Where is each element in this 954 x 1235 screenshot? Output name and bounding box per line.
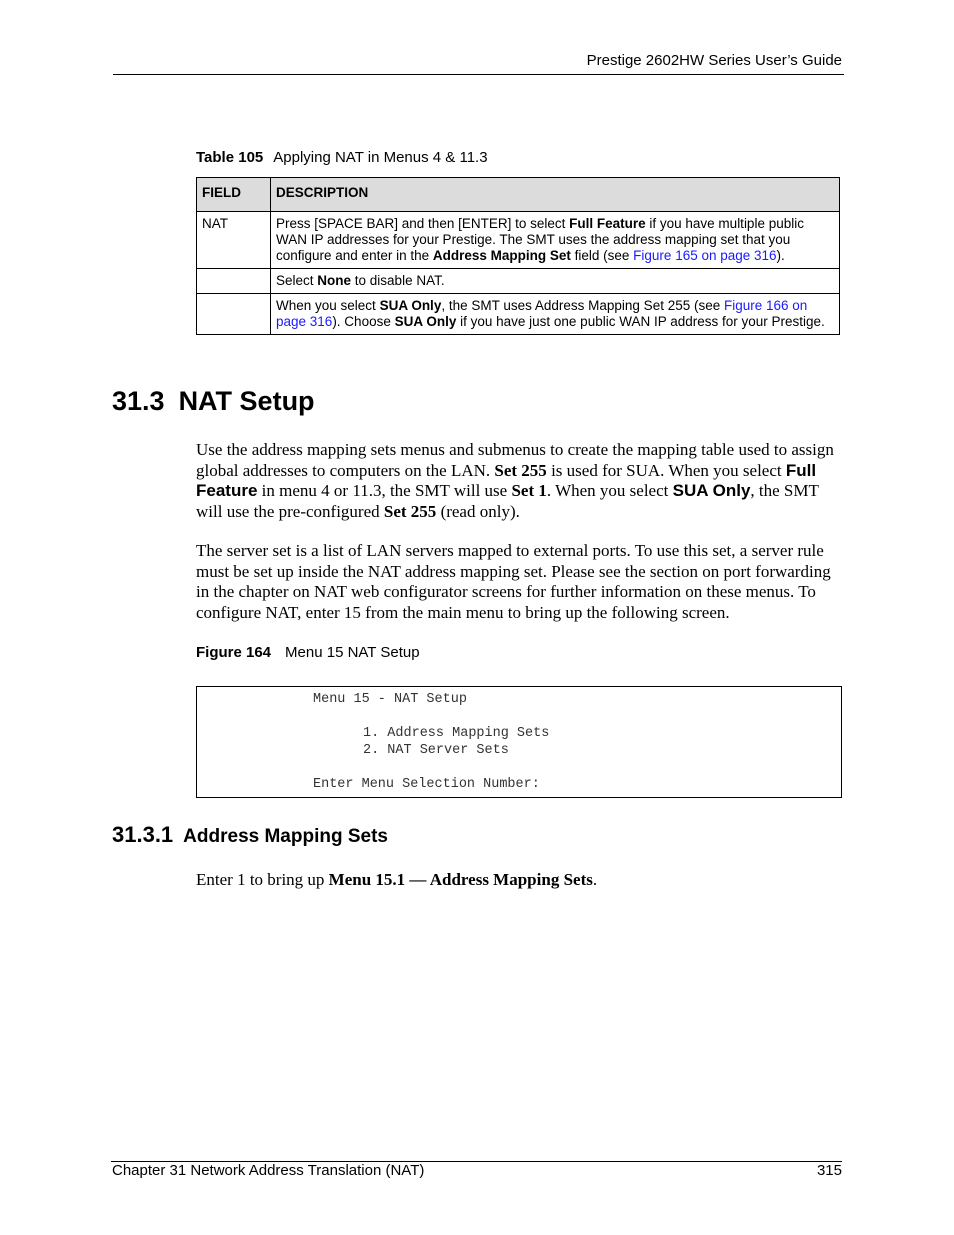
text: , the SMT will use the pre-configured [196, 481, 819, 521]
description-cell [271, 269, 840, 294]
section-number: 31.3 [112, 386, 165, 416]
text: . When you select [546, 481, 673, 500]
text: field (see [570, 248, 634, 263]
menu-selection-prompt: Enter Menu Selection Number: [313, 777, 540, 792]
menu-title: Menu 15 - NAT Setup [313, 692, 467, 707]
figure-caption-text: Menu 15 NAT Setup [285, 644, 420, 661]
text: , the SMT uses Address Mapping Set 255 (see [441, 298, 724, 313]
running-header: Prestige 2602HW Series User’s Guide [586, 52, 842, 69]
table-header-row [197, 178, 840, 212]
intro-paragraph [196, 440, 841, 522]
text: ). [776, 248, 785, 263]
subsection-heading [112, 822, 388, 848]
text: (read only). [436, 501, 520, 521]
figure-label: Figure 164 [196, 644, 272, 661]
description-cell [271, 212, 840, 269]
bold-text: SUA Only [672, 481, 751, 500]
bold-text: Address Mapping Set [432, 248, 571, 263]
description-cell [271, 294, 840, 335]
table-caption-label: Table 105 [196, 149, 264, 166]
text: ). Choose [332, 314, 395, 329]
bold-text: Full Feature [196, 460, 817, 500]
header-rule [113, 74, 844, 75]
text: . [592, 870, 598, 889]
text: Use the address mapping sets menus and submenus to create the mapping table used to assign global addresses to computers on the LAN. [196, 440, 834, 480]
header-description: DESCRIPTION [271, 178, 840, 212]
text: Enter 1 to bring up [196, 870, 329, 889]
table-row [197, 212, 840, 269]
text: Select [276, 273, 318, 288]
subsection-title: Address Mapping Sets [183, 826, 388, 847]
text: When you select [276, 298, 380, 313]
text: if you have multiple public WAN IP addresses for your Prestige. The SMT uses the address mapping set that you configure and enter in the [276, 216, 804, 263]
table-row [197, 294, 840, 335]
figure-166-link[interactable]: Figure 166 on page 316 [276, 298, 808, 329]
bold-text: SUA Only [379, 298, 442, 313]
figure-165-link[interactable]: Figure 165 on page 316 [633, 248, 777, 263]
section-heading [112, 386, 315, 417]
menu-item-nat-server-sets: 2. NAT Server Sets [363, 743, 509, 758]
table-caption-text: Applying NAT in Menus 4 & 11.3 [273, 149, 488, 166]
bold-text: Set 255 [494, 460, 547, 480]
bold-text: None [317, 273, 352, 288]
text: is used for SUA. When you select [546, 460, 786, 480]
address-mapping-paragraph [196, 870, 841, 891]
bold-text: SUA Only [394, 314, 457, 329]
table-row [197, 269, 840, 294]
field-cell [197, 294, 271, 335]
footer-chapter: Chapter 31 Network Address Translation (NAT) [112, 1162, 425, 1179]
subsection-number: 31.3.1 [112, 822, 174, 847]
bold-text: Set 1 [511, 481, 547, 500]
field-cell: NAT [197, 212, 271, 269]
page-number: 315 [816, 1162, 842, 1179]
text: if you have just one public WAN IP address for your Prestige. [456, 314, 825, 329]
table-caption [196, 149, 488, 166]
bold-text: Full Feature [569, 216, 646, 231]
section-title: NAT Setup [178, 386, 315, 416]
bold-text: Set 255 [383, 501, 437, 521]
figure-caption [196, 644, 420, 661]
header-field: FIELD [197, 178, 271, 212]
text: to disable NAT. [351, 273, 445, 288]
server-set-paragraph: The server set is a list of LAN servers mapped to external ports. To use this set, a server rule must be set up inside the NAT address mapping set. Please see the section on port forwarding in the chapter on NAT web configurator screens for further information on these menus. To configure NAT, enter 15 from the main menu to bring up the following screen. [196, 541, 831, 622]
menu-item-address-mapping-sets: 1. Address Mapping Sets [363, 726, 550, 741]
field-cell [197, 269, 271, 294]
text: Press [SPACE BAR] and then [ENTER] to select [276, 216, 570, 231]
bold-text: Menu 15.1 — Address Mapping Sets [328, 870, 593, 889]
nat-menu-table [196, 177, 840, 335]
text: in menu 4 or 11.3, the SMT will use [257, 481, 512, 500]
smt-menu-screen [196, 686, 842, 798]
